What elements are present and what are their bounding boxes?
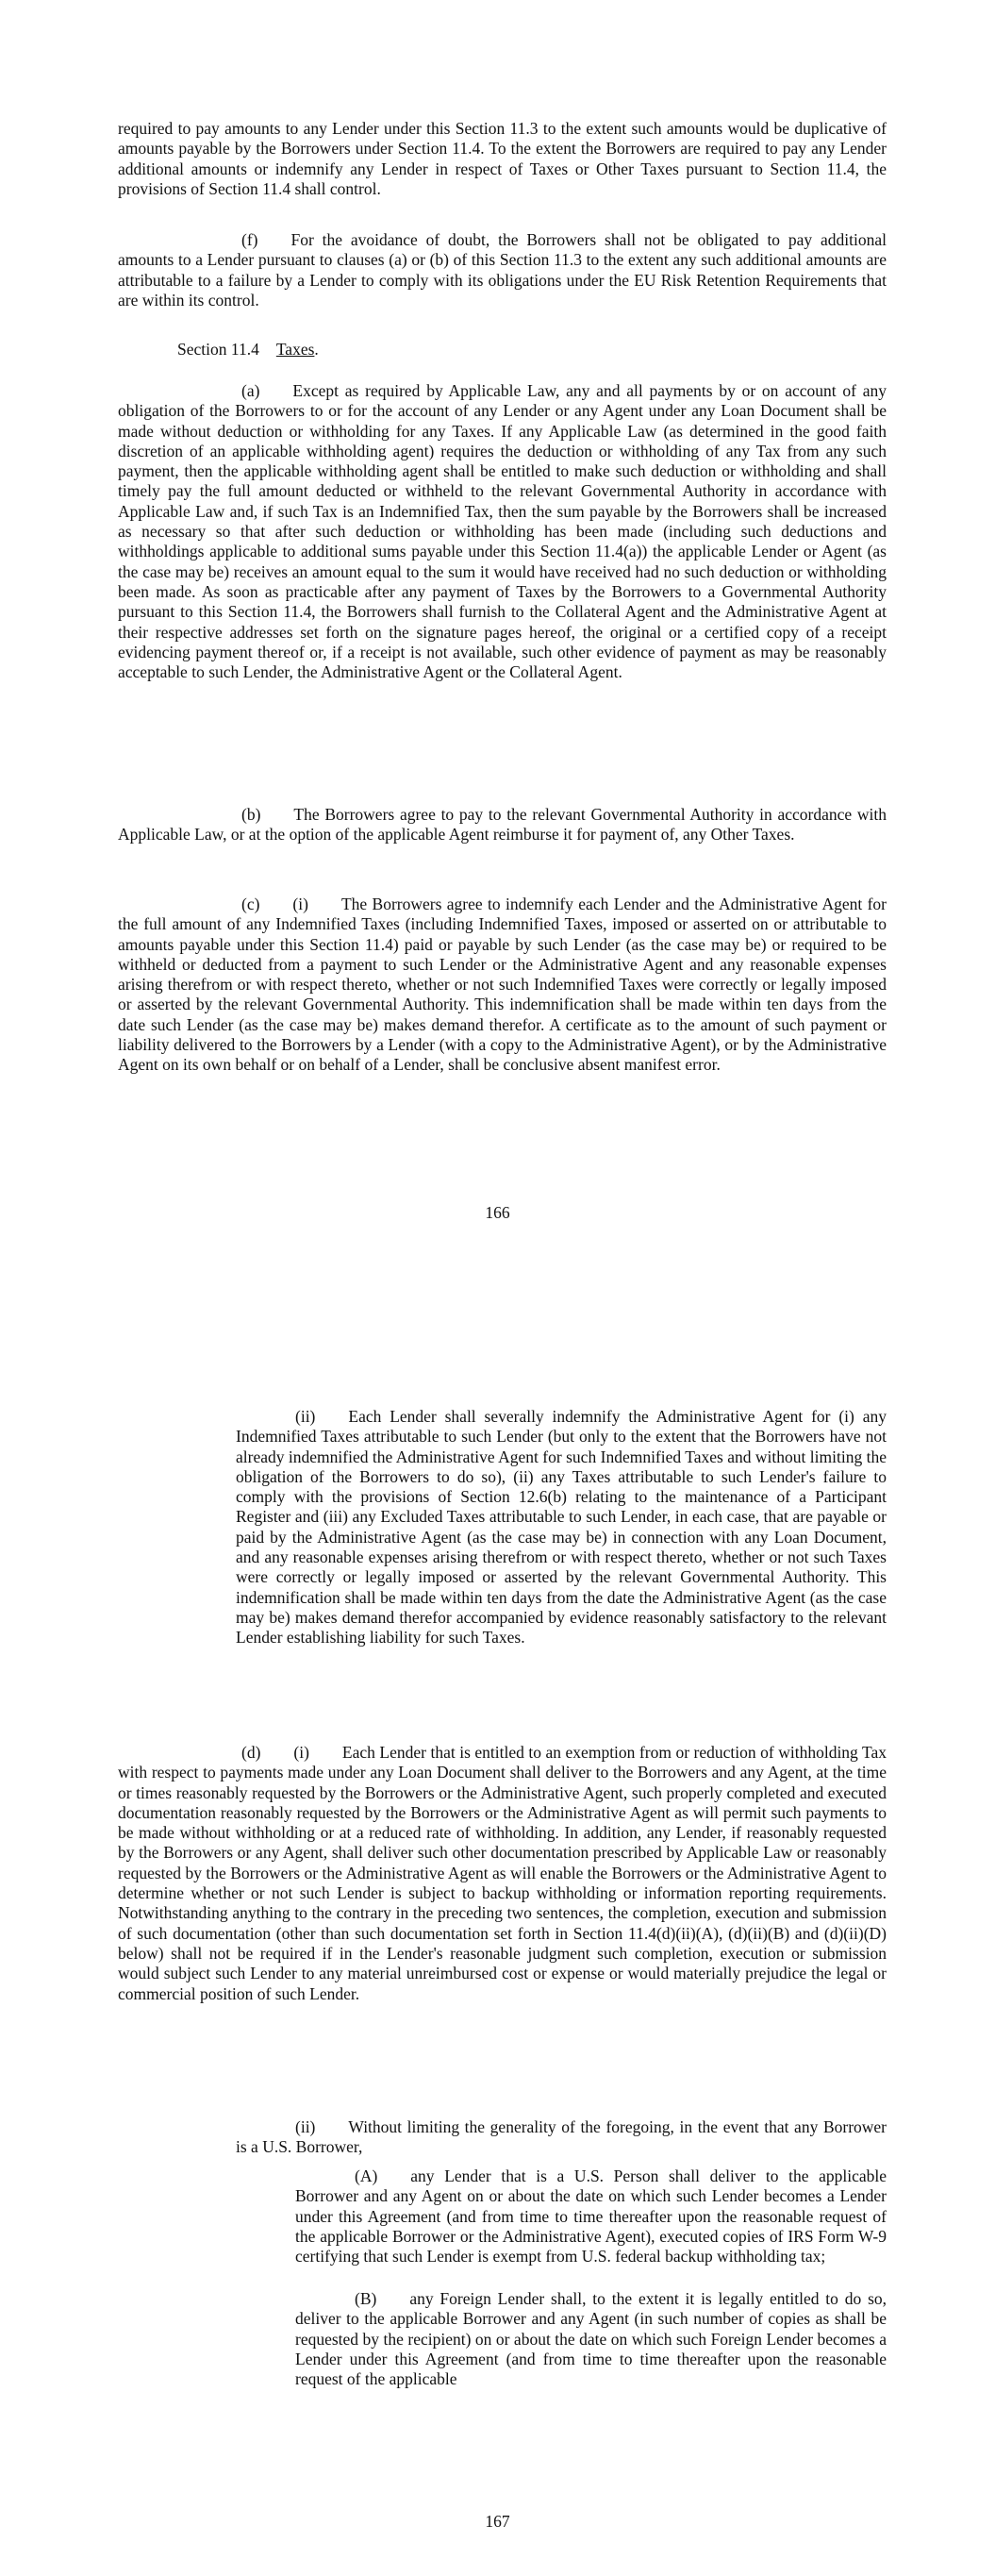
paragraph-b: (b) The Borrowers agree to pay to the relevant Governmental Authority in accordance with Applicable Law, or at the option of the applicable Agent reimburse it for payment of, any Other Taxes.	[118, 805, 887, 845]
section-heading-title: Taxes	[275, 340, 315, 359]
document-page-167	[0, 1288, 995, 2576]
paragraph-continuation: required to pay amounts to any Lender under this Section 11.3 to the extent such amounts would be duplicative of amounts payable by the Borrowers under Section 11.4. To the extent the Borrowers are required to pay any Lender additional amounts or indemnify any Lender in respect of Taxes or Other Taxes pursuant to Section 11.4, the provisions of Section 11.4 shall control.	[118, 119, 887, 198]
paragraph-d-ii-A: (A) any Lender that is a U.S. Person shall deliver to the applicable Borrower and any Agent on or about the date on which such Lender becomes a Lender under this Agreement (and from time to time thereafter upon the reasonable request of the applicable Borrower or the Administrative Agent), executed copies of IRS Form W-9 certifying that such Lender is exempt from U.S. federal backup withholding tax;	[295, 2166, 887, 2267]
paragraph-c-ii: (ii) Each Lender shall severally indemnify the Administrative Agent for (i) any Indemnified Taxes attributable to such Lender (but only to the extent that the Borrowers have not already indemnified the Administrative Agent for such Indemnified Taxes and without limiting the obligation of the Borrowers to do so), (ii) any Taxes attributable to such Lender's failure to comply with the provisions of Section 12.6(b) relating to the maintenance of a Participant Register and (iii) any Excluded Taxes attributable to such Lender, in each case, that are payable or paid by the Administrative Agent (as the case may be) in connection with any Loan Document, and any reasonable expenses arising therefrom or with respect thereto, whether or not such Taxes were correctly or legally imposed or asserted by the relevant Governmental Authority. This indemnification shall be made within ten days from the date the Administrative Agent (as the case may be) makes demand therefor accompanied by evidence reasonably satisfactory to the relevant Lender establishing liability for such Taxes.	[236, 1407, 887, 1648]
paragraph-d-ii: (ii) Without limiting the generality of the foregoing, in the event that any Borrower is a U.S. Borrower,	[236, 2117, 887, 2157]
paragraph-f: (f) For the avoidance of doubt, the Borrowers shall not be obligated to pay additional amounts to a Lender pursuant to clauses (a) or (b) of this Section 11.3 to the extent any such additional amounts are attributable to a failure by a Lender to comply with its obligations under the EU Risk Retention Requirements that are within its control.	[118, 230, 887, 309]
paragraph-c-i: (c) (i) The Borrowers agree to indemnify each Lender and the Administrative Agent for the full amount of any Indemnified Taxes (including Indemnified Taxes, imposed or asserted on or attributable to amounts payable under this Section 11.4) paid or payable by such Lender (as the case may be) or required to be withheld or deducted from a payment to such Lender or the Administrative Agent and any reasonable expenses arising therefrom or with respect thereto, whether or not such Indemnified Taxes were correctly or legally imposed or asserted by the relevant Governmental Authority. This indemnification shall be made within ten days from the date such Lender (as the case may be) makes demand therefor. A certificate as to the amount of such payment or liability delivered to the Borrowers by a Lender (with a copy to the Administrative Agent), or by the Administrative Agent on its own behalf or on behalf of a Lender, shall be conclusive absent manifest error.	[118, 895, 887, 1075]
page-number: 166	[485, 1203, 510, 1222]
section-heading: Section 11.4 Taxes.	[177, 340, 319, 359]
section-heading-label: Section 11.4	[177, 340, 259, 359]
paragraph-d-i: (d) (i) Each Lender that is entitled to an exemption from or reduction of withholding Tax with respect to payments made under any Loan Document shall deliver to the Borrowers and any Agent, at the time or times reasonably requested by the Borrowers or the Administrative Agent, such properly completed and executed documentation reasonably requested by the Borrowers or the Administrative Agent as will permit such payments to be made without withholding or at a reduced rate of withholding. In addition, any Lender, if reasonably requested by the Borrowers or any Agent, shall deliver such other documentation prescribed by Applicable Law or reasonably requested by the Borrowers or the Administrative Agent as will enable the Borrowers or the Administrative Agent to determine whether or not such Lender is subject to backup withholding or information reporting requirements. Notwithstanding anything to the contrary in the preceding two sentences, the completion, execution and submission of such documentation (other than such documentation set forth in Section 11.4(d)(ii)(A), (d)(ii)(B) and (d)(ii)(D) below) shall not be required if in the Lender's reasonable judgment such completion, execution or submission would subject such Lender to any material unreimbursed cost or expense or would materially prejudice the legal or commercial position of such Lender.	[118, 1743, 887, 2003]
paragraph-d-ii-B: (B) any Foreign Lender shall, to the extent it is legally entitled to do so, deliver to the applicable Borrower and any Agent (in such number of copies as shall be requested by the recipient) on or about the date on which such Foreign Lender becomes a Lender under this Agreement (and from time to time thereafter upon the reasonable request of the applicable	[295, 2289, 887, 2389]
paragraph-a: (a) Except as required by Applicable Law, any and all payments by or on account of any obligation of the Borrowers to or for the account of any Lender or any Agent under any Loan Document shall be made without deduction or withholding for any Taxes. If any Applicable Law (as determined in the good faith discretion of an applicable withholding agent) requires the deduction or withholding of any Tax from any such payment, then the applicable withholding agent shall be entitled to make such deduction or withholding and shall timely pay the full amount deducted or withheld to the relevant Governmental Authority in accordance with Applicable Law and, if such Tax is an Indemnified Tax, then the sum payable by the Borrowers shall be increased as necessary so that after such deduction or withholding has been made (including such deductions and withholdings applicable to additional sums payable under this Section 11.4(a)) the applicable Lender or Agent (as the case may be) receives an amount equal to the sum it would have received had no such deduction or withholding been made. As soon as practicable after any payment of Taxes by the Borrowers to a Governmental Authority pursuant to this Section 11.4, the Borrowers shall furnish to the Collateral Agent and the Administrative Agent at their respective addresses set forth on the signature pages hereof, the original or a certified copy of a receipt evidencing payment thereof or, if a receipt is not available, such other evidence of payment as may be reasonably acceptable to such Lender, the Administrative Agent or the Collateral Agent.	[118, 381, 887, 682]
page-number: 167	[485, 2512, 510, 2531]
